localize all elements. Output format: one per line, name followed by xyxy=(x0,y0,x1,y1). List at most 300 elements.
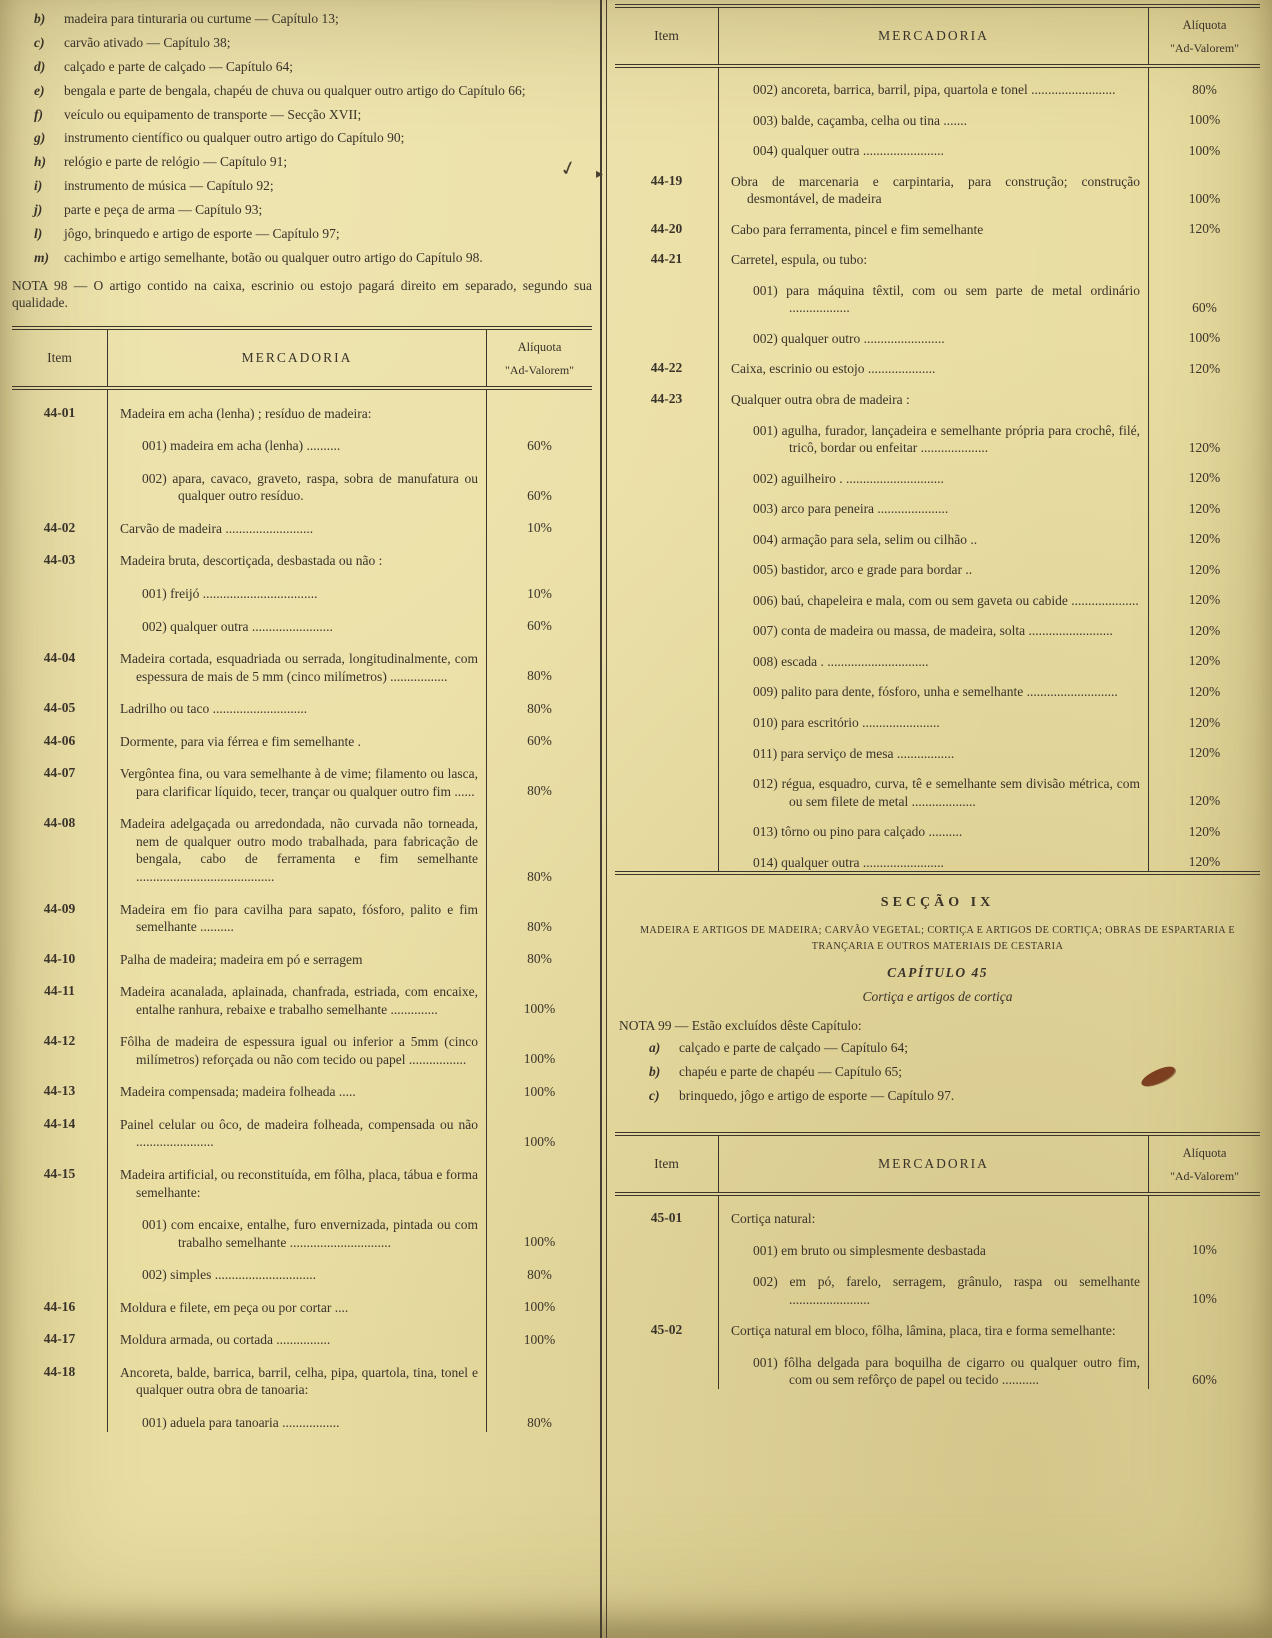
cell-item-code xyxy=(615,810,719,841)
table-body xyxy=(615,1196,1260,1389)
cell-description: Qualquer outra obra de madeira : xyxy=(731,392,910,408)
cell-rate xyxy=(486,537,592,570)
cell-rate xyxy=(1148,269,1260,317)
header-mercadoria: MERCADORIA xyxy=(878,28,989,43)
rate-value: 120% xyxy=(1188,531,1221,547)
cell-description: 014) qualquer outra ........................ xyxy=(753,854,944,870)
cell-description: 001) em bruto ou simplesmente desbastada xyxy=(753,1242,986,1258)
header-aliquota-line1: Alíquota xyxy=(1182,18,1227,32)
rate-value: 10% xyxy=(527,585,552,601)
cell-rate xyxy=(1148,518,1260,549)
cell-rate xyxy=(486,455,592,505)
chapter-45-title: CAPÍTULO 45 xyxy=(887,964,988,980)
header-aliquota xyxy=(486,330,592,386)
cell-description: Dormente, para via férrea e fim semelhante . xyxy=(120,733,362,749)
rate-value: 100% xyxy=(1188,112,1221,128)
cell-item-code xyxy=(12,1399,108,1432)
chapter-44-exclusion-list xyxy=(12,11,592,267)
cell-description: 006) baú, chapeleira e mala, com ou sem gaveta ou cabide .................... xyxy=(753,592,1139,608)
cell-rate xyxy=(486,1399,592,1432)
cell-description: 001) fôlha delgada para boquilha de cigarro ou qualquer outro fim, com ou sem refôrço de papel ou tecido ........... xyxy=(753,1354,1140,1388)
cell-description: Moldura e filete, em peça ou por cortar .... xyxy=(120,1299,349,1315)
rate-value: 100% xyxy=(1188,190,1221,206)
cell-description: Madeira artificial, ou reconstituída, em fôlha, placa, tábua e forma semelhante: xyxy=(120,1167,478,1200)
table-row xyxy=(615,409,1260,457)
list-item-letter: e) xyxy=(34,82,45,98)
rate-value: 120% xyxy=(1188,500,1221,516)
cell-item-code xyxy=(615,701,719,732)
cell-description: Madeira compensada; madeira folheada ..... xyxy=(120,1084,356,1100)
cell-description: 007) conta de madeira ou massa, de madeira, solta ......................... xyxy=(753,623,1113,639)
table-row xyxy=(12,390,592,423)
rate-value: 100% xyxy=(523,1299,556,1315)
cell-description: 001) madeira em acha (lenha) .......... xyxy=(142,438,341,454)
cell-description: 002) apara, cavaco, graveto, raspa, sobra de manufatura ou qualquer outro resíduo. xyxy=(142,470,478,504)
cell-rate xyxy=(486,390,592,423)
rate-value: 80% xyxy=(527,700,552,716)
table-row xyxy=(12,1284,592,1317)
list-item-letter: i) xyxy=(34,178,43,194)
list-item-letter: b) xyxy=(34,11,46,26)
tariff-table-44-left xyxy=(12,326,592,1432)
cell-item-code xyxy=(615,487,719,518)
cell-rate xyxy=(1148,238,1260,269)
list-item-text: veículo ou equipamento de transporte — Secção XVII; xyxy=(64,106,362,122)
rate-value: 80% xyxy=(527,951,552,967)
list-item xyxy=(34,226,592,243)
table-header xyxy=(615,1132,1260,1196)
table-row xyxy=(615,317,1260,348)
cell-description: 008) escada . .............................. xyxy=(753,653,929,669)
cell-description: Moldura armada, ou cortada ................ xyxy=(120,1332,331,1348)
list-item-text: relógio e parte de relógio — Capítulo 91; xyxy=(64,154,288,170)
rate-value: 120% xyxy=(1188,221,1221,237)
cell-rate xyxy=(1148,1196,1260,1228)
header-item: Item xyxy=(12,330,108,386)
table-row xyxy=(615,160,1260,208)
table-row xyxy=(12,455,592,505)
table-row xyxy=(615,609,1260,640)
section-ix-block xyxy=(615,875,1260,1118)
cell-rate xyxy=(1148,347,1260,378)
cell-rate xyxy=(1148,762,1260,810)
cell-rate xyxy=(1148,409,1260,457)
cell-description: 001) agulha, furador, lançadeira e semelhante própria para crochê, filé, tricô, bordar ou enfeitar .................... xyxy=(753,422,1140,456)
header-aliquota-line1: Alíquota xyxy=(1182,1146,1227,1161)
cell-rate xyxy=(486,570,592,603)
cell-description: 011) para serviço de mesa ................. xyxy=(753,745,955,761)
list-item-text: parte e peça de arma — Capítulo 93; xyxy=(64,202,263,217)
cell-rate xyxy=(486,635,592,685)
cell-description: Cortiça natural: xyxy=(731,1211,816,1227)
cell-rate xyxy=(486,1101,592,1151)
cell-item-code: 44-18 xyxy=(12,1349,108,1399)
rate-value: 80% xyxy=(527,918,552,934)
cell-description: 003) balde, caçamba, celha ou tina ....... xyxy=(753,112,968,128)
cell-rate xyxy=(1148,701,1260,732)
cell-description: Madeira cortada, esquadriada ou serrada, longitudinalmente, com espessura de mais de 5 mm (cinco milímetros) ................. xyxy=(120,651,478,684)
table-row xyxy=(12,603,592,636)
cell-item-code xyxy=(615,1340,719,1389)
cell-description: 001) freijó .................................. xyxy=(142,586,318,601)
rate-value: 120% xyxy=(1188,470,1221,486)
table-row xyxy=(12,1018,592,1068)
table-row xyxy=(615,548,1260,579)
list-item-letter: a) xyxy=(649,1040,661,1056)
tariff-table-44-right xyxy=(615,4,1260,875)
cell-item-code xyxy=(615,762,719,810)
table-row xyxy=(12,570,592,603)
cell-item-code: 44-21 xyxy=(615,238,719,269)
cell-item-code xyxy=(12,570,108,603)
cell-description: Vergôntea fina, ou vara semelhante à de vime; filamento ou lasca, para clarificar líquido, tecer, trançar ou qualquer outro fim ...... xyxy=(120,766,478,799)
cell-description: 002) ancoreta, barrica, barril, pipa, quartola e tonel ......................... xyxy=(753,82,1116,97)
cell-item-code: 44-22 xyxy=(615,347,719,378)
cell-description: 013) tôrno ou pino para calçado .......... xyxy=(753,824,963,840)
rate-value: 120% xyxy=(1188,854,1221,870)
cell-item-code xyxy=(615,1259,719,1308)
cell-item-code: 44-13 xyxy=(12,1068,108,1101)
table-row xyxy=(12,1316,592,1349)
list-item-letter: j) xyxy=(34,202,43,217)
table-row xyxy=(615,1259,1260,1308)
cell-rate xyxy=(486,1151,592,1201)
table-row xyxy=(12,537,592,570)
rate-value: 60% xyxy=(527,437,552,453)
cell-rate xyxy=(1148,579,1260,610)
cell-rate xyxy=(486,886,592,936)
table-body xyxy=(615,68,1260,871)
rate-value: 60% xyxy=(527,733,552,749)
rate-value: 100% xyxy=(523,1001,556,1017)
table-row xyxy=(615,810,1260,841)
cell-item-code: 44-12 xyxy=(12,1018,108,1068)
header-aliquota-line1: Alíquota xyxy=(517,339,562,354)
table-header xyxy=(615,4,1260,68)
table-row xyxy=(615,732,1260,763)
cell-item-code xyxy=(12,422,108,455)
rate-value: 80% xyxy=(527,1266,552,1282)
list-item-text: chapéu e parte de chapéu — Capítulo 65; xyxy=(679,1064,903,1080)
cell-item-code xyxy=(12,1251,108,1284)
table-body xyxy=(12,390,592,1432)
cell-rate xyxy=(1148,160,1260,208)
cell-item-code: 44-01 xyxy=(12,390,108,423)
rate-value: 100% xyxy=(1188,142,1221,158)
rate-value: 100% xyxy=(523,1134,556,1150)
section-title: SECÇÃO IX xyxy=(880,895,995,911)
list-item xyxy=(34,83,592,100)
rate-value: 120% xyxy=(1188,745,1221,761)
cell-item-code: 45-02 xyxy=(615,1308,719,1340)
cell-rate xyxy=(486,1284,592,1317)
cell-rate xyxy=(486,718,592,751)
list-item-text: brinquedo, jôgo e artigo de esporte — Capítulo 97. xyxy=(679,1088,955,1104)
cell-rate xyxy=(1148,640,1260,671)
list-item xyxy=(34,178,592,195)
cell-description: 005) bastidor, arco e grade para bordar .. xyxy=(753,562,973,578)
table-row xyxy=(12,968,592,1018)
cell-description: 001) com encaixe, entalhe, furo envernizada, pintada ou com trabalho semelhante .............................. xyxy=(142,1217,478,1250)
table-row xyxy=(615,762,1260,810)
cell-description: Painel celular ou ôco, de madeira folheada, compensada ou não ....................... xyxy=(120,1116,478,1150)
list-item-letter: l) xyxy=(34,225,43,241)
list-item-text: carvão ativado — Capítulo 38; xyxy=(64,34,231,50)
cell-item-code: 44-15 xyxy=(12,1151,108,1201)
cell-description: 001) para máquina têxtil, com ou sem parte de metal ordinário .................. xyxy=(753,282,1140,316)
rate-value: 60% xyxy=(527,487,552,503)
pen-tick-mark: ✓ xyxy=(557,156,580,182)
cell-rate xyxy=(1148,129,1260,160)
cell-rate xyxy=(486,800,592,885)
cell-rate xyxy=(486,1018,592,1068)
cell-description: Fôlha de madeira de espessura igual ou inferior a 5mm (cinco milímetros) reforçada ou não com tecido ou papel ................. xyxy=(120,1034,478,1067)
cell-description: Madeira adelgaçada ou arredondada, não curvada não torneada, nem de qualquer outro modo trabalhada, para fabricação de bengala, cabo de ferramenta e fim semelhante ......................................... xyxy=(120,816,478,885)
list-item-letter: f) xyxy=(34,106,43,122)
cell-description: 009) palito para dente, fósforo, unha e semelhante ........................... xyxy=(753,684,1118,700)
rate-value: 120% xyxy=(1188,714,1221,730)
cell-item-code: 45-01 xyxy=(615,1196,719,1228)
cell-item-code: 44-07 xyxy=(12,750,108,800)
rate-value: 120% xyxy=(1188,793,1221,809)
rate-value: 80% xyxy=(527,1414,552,1430)
header-aliquota xyxy=(1148,8,1260,64)
cell-item-code xyxy=(615,317,719,348)
cell-item-code xyxy=(615,841,719,872)
list-item xyxy=(649,1040,1256,1057)
cell-rate xyxy=(1148,810,1260,841)
rate-value: 120% xyxy=(1188,653,1221,669)
cell-item-code xyxy=(615,548,719,579)
cell-item-code: 44-05 xyxy=(12,685,108,718)
table-row xyxy=(615,487,1260,518)
list-item-letter: c) xyxy=(34,34,45,50)
cell-description: Cabo para ferramenta, pincel e fim semelhante xyxy=(731,221,984,237)
cell-rate xyxy=(1148,208,1260,239)
cell-rate xyxy=(1148,317,1260,348)
cell-description: Caixa, escrinio ou estojo .................... xyxy=(731,361,936,377)
table-row xyxy=(615,269,1260,317)
table-row xyxy=(12,1251,592,1284)
rate-value: 100% xyxy=(1188,330,1221,346)
list-item xyxy=(34,11,592,28)
header-aliquota-line2: "Ad-Valorem" xyxy=(1169,1169,1240,1184)
nota-98: NOTA 98 — O artigo contido na caixa, escrinio ou estojo pagará direito em separado, segundo sua qualidade. xyxy=(12,277,592,311)
rate-value: 80% xyxy=(527,668,552,684)
header-mercadoria: MERCADORIA xyxy=(878,1156,989,1172)
list-item-text: calçado e parte de calçado — Capítulo 64; xyxy=(679,1040,909,1056)
table-row xyxy=(615,640,1260,671)
left-column xyxy=(0,0,600,1638)
cell-item-code: 44-17 xyxy=(12,1316,108,1349)
cell-item-code: 44-14 xyxy=(12,1101,108,1151)
cell-rate xyxy=(1148,1340,1260,1389)
rate-value: 120% xyxy=(1188,561,1221,577)
list-item-text: instrumento científico ou qualquer outro artigo do Capítulo 90; xyxy=(64,130,405,146)
list-item xyxy=(34,202,592,219)
cell-item-code: 44-19 xyxy=(615,160,719,208)
cell-description: 004) qualquer outra ........................ xyxy=(753,143,944,159)
cell-item-code xyxy=(615,68,719,99)
cell-rate xyxy=(1148,1228,1260,1260)
cell-rate xyxy=(486,936,592,969)
table-row xyxy=(12,1068,592,1101)
cell-item-code: 44-20 xyxy=(615,208,719,239)
table-row xyxy=(615,1228,1260,1260)
cell-rate xyxy=(486,422,592,455)
header-mercadoria: MERCADORIA xyxy=(241,349,353,365)
cell-description: 001) aduela para tanoaria ................. xyxy=(142,1414,340,1430)
cell-description: Carvão de madeira .......................... xyxy=(120,520,314,536)
cell-rate xyxy=(1148,670,1260,701)
list-item-text: cachimbo e artigo semelhante, botão ou qualquer outro artigo do Capítulo 98. xyxy=(64,249,483,265)
cell-item-code: 44-04 xyxy=(12,635,108,685)
list-item xyxy=(649,1088,1256,1105)
column-divider-rule xyxy=(600,0,607,1638)
rate-value: 120% xyxy=(1188,361,1221,377)
cell-rate xyxy=(1148,732,1260,763)
list-item-letter: b) xyxy=(649,1064,661,1080)
cell-rate xyxy=(486,603,592,636)
cell-description: 002) qualquer outra ........................ xyxy=(142,618,333,634)
cell-item-code xyxy=(615,269,719,317)
cell-item-code: 44-06 xyxy=(12,718,108,751)
cell-rate xyxy=(486,1068,592,1101)
cell-rate xyxy=(1148,1259,1260,1308)
rate-value: 100% xyxy=(523,1051,556,1067)
table-row xyxy=(12,750,592,800)
rate-value: 100% xyxy=(523,1234,556,1250)
cell-description: 004) armação para sela, selim ou cilhão .. xyxy=(753,531,978,547)
table-row xyxy=(615,347,1260,378)
cell-rate xyxy=(1148,609,1260,640)
table-row xyxy=(12,1349,592,1399)
rate-value: 80% xyxy=(1192,81,1217,97)
list-item xyxy=(34,35,592,52)
cell-rate xyxy=(486,685,592,718)
cell-item-code xyxy=(12,1201,108,1251)
cell-item-code: 44-16 xyxy=(12,1284,108,1317)
cell-item-code xyxy=(615,1228,719,1260)
cell-description: 002) aguilheiro . ............................. xyxy=(753,470,944,486)
rate-value: 10% xyxy=(1192,1242,1217,1258)
header-item: Item xyxy=(615,1136,719,1192)
cell-description: Cortiça natural em bloco, fôlha, lâmina, placa, tira e forma semelhante: xyxy=(731,1323,1116,1339)
table-row xyxy=(615,579,1260,610)
cell-item-code xyxy=(615,457,719,488)
table-row xyxy=(615,129,1260,160)
header-aliquota xyxy=(1148,1136,1260,1192)
cell-description: Carretel, espula, ou tubo: xyxy=(731,252,868,268)
table-row xyxy=(615,208,1260,239)
list-item-letter: g) xyxy=(34,130,46,146)
cell-rate xyxy=(1148,457,1260,488)
rate-value: 60% xyxy=(1192,299,1217,315)
list-item xyxy=(34,250,592,267)
cell-item-code: 44-02 xyxy=(12,505,108,538)
cell-item-code xyxy=(12,603,108,636)
table-row xyxy=(12,800,592,885)
right-column xyxy=(607,0,1272,1638)
cell-rate xyxy=(486,1316,592,1349)
cell-description: 002) qualquer outro ........................ xyxy=(753,330,945,346)
cell-item-code xyxy=(615,409,719,457)
table-row xyxy=(12,886,592,936)
table-row xyxy=(615,1308,1260,1340)
rate-value: 10% xyxy=(1192,1291,1217,1307)
list-item-text: calçado e parte de calçado — Capítulo 64; xyxy=(64,58,294,74)
cell-item-code xyxy=(615,579,719,610)
table-row xyxy=(615,1196,1260,1228)
cell-item-code xyxy=(615,609,719,640)
list-item xyxy=(34,59,592,76)
table-row xyxy=(12,685,592,718)
cell-description: 012) régua, esquadro, curva, tê e semelhante sem divisão métrica, com ou sem filete de metal ................... xyxy=(753,776,1140,809)
list-item-letter: h) xyxy=(34,154,47,170)
list-item-text: instrumento de música — Capítulo 92; xyxy=(64,178,274,194)
list-item-text: bengala e parte de bengala, chapéu de chuva ou qualquer outro artigo do Capítulo 66; xyxy=(64,82,526,98)
cell-rate xyxy=(486,1201,592,1251)
cell-item-code xyxy=(12,455,108,505)
list-item-text: madeira para tinturaria ou curtume — Capítulo 13; xyxy=(64,11,339,26)
cell-description: Ladrilho ou taco ............................ xyxy=(120,701,308,717)
list-item xyxy=(34,154,592,171)
table-row xyxy=(12,936,592,969)
table-row xyxy=(12,1201,592,1251)
cell-rate xyxy=(486,750,592,800)
table-row xyxy=(615,701,1260,732)
cell-rate xyxy=(486,1251,592,1284)
table-row xyxy=(12,1101,592,1151)
cell-item-code xyxy=(615,732,719,763)
cell-rate xyxy=(1148,841,1260,872)
table-row xyxy=(12,422,592,455)
rate-value: 120% xyxy=(1188,823,1221,839)
rate-value: 80% xyxy=(527,868,552,884)
table-row xyxy=(12,718,592,751)
cell-item-code xyxy=(615,640,719,671)
cell-description: 003) arco para peneira ..................... xyxy=(753,501,949,517)
table-row xyxy=(615,378,1260,409)
rate-value: 80% xyxy=(527,783,552,799)
tariff-table-45 xyxy=(615,1132,1260,1389)
list-item-letter: m) xyxy=(34,249,49,265)
cell-rate xyxy=(1148,1308,1260,1340)
header-item: Item xyxy=(615,8,719,64)
cell-rate xyxy=(1148,487,1260,518)
pen-arrow-mark: ▸ xyxy=(596,167,604,182)
table-row xyxy=(615,238,1260,269)
cell-rate xyxy=(486,505,592,538)
rate-value: 100% xyxy=(523,1331,556,1347)
table-row xyxy=(12,635,592,685)
cell-rate xyxy=(1148,99,1260,130)
nota-99: NOTA 99 — Estão excluídos dêste Capítulo: xyxy=(619,1017,862,1033)
rate-value: 120% xyxy=(1188,439,1221,455)
table-row xyxy=(615,68,1260,99)
table-row xyxy=(615,518,1260,549)
list-item xyxy=(34,130,592,147)
table-row xyxy=(615,670,1260,701)
rate-value: 120% xyxy=(1188,592,1221,608)
cell-item-code xyxy=(615,670,719,701)
chapter-45-subtitle: Cortiça e artigos de cortiça xyxy=(862,988,1013,1004)
rate-value: 60% xyxy=(1192,1371,1217,1387)
cell-description: Madeira em fio para cavilha para sapato, fósforo, palito e fim semelhante .......... xyxy=(120,901,478,935)
header-aliquota-line2: "Ad-Valorem" xyxy=(504,362,575,377)
header-aliquota-line2: "Ad-Valorem" xyxy=(1169,41,1240,55)
cell-rate xyxy=(1148,548,1260,579)
